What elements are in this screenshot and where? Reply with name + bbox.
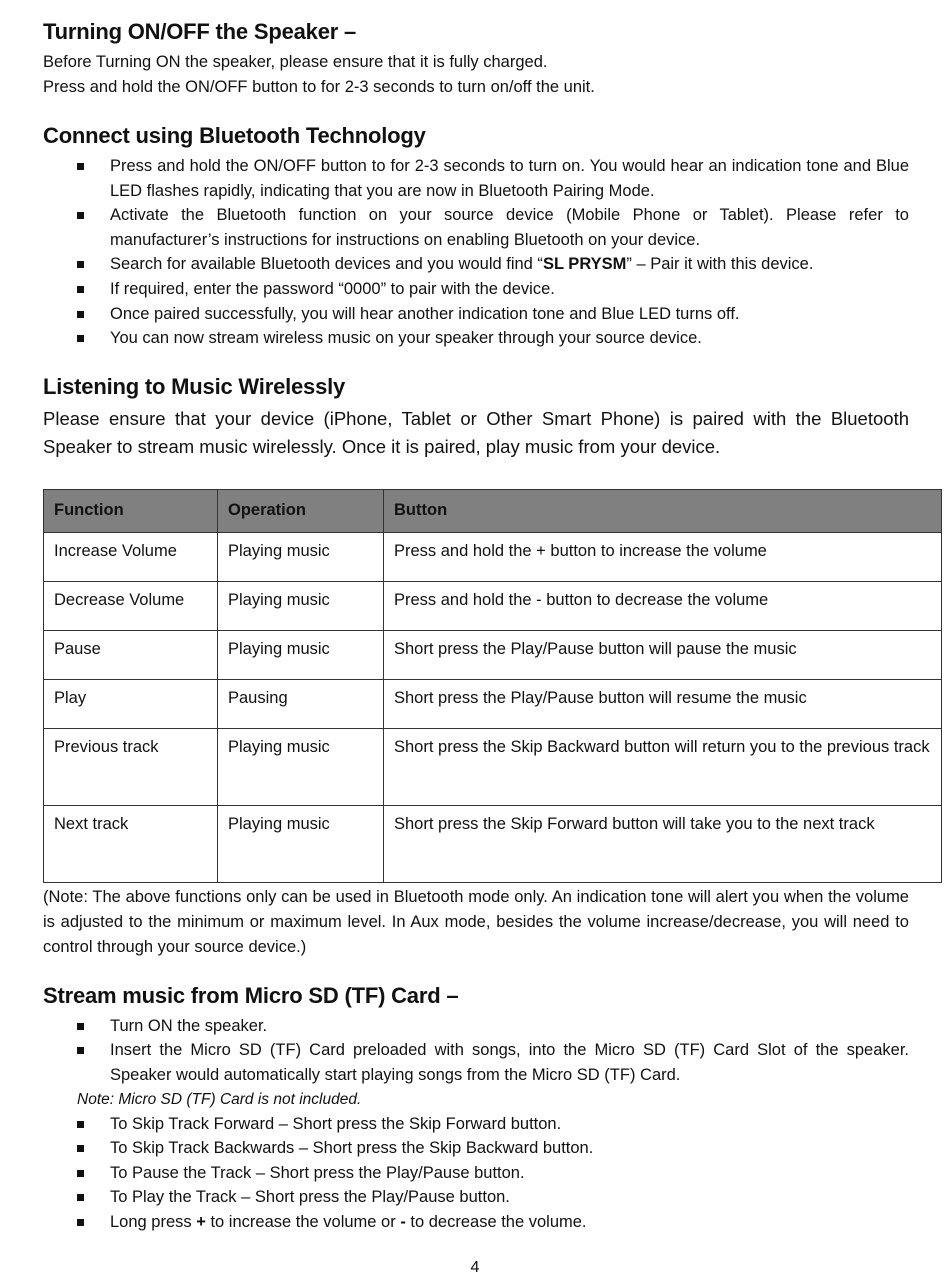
table-cell: Playing music bbox=[218, 728, 384, 805]
section-wireless bbox=[43, 373, 909, 461]
function-table bbox=[43, 489, 942, 883]
table-cell: Press and hold the - button to decrease the volume bbox=[384, 581, 942, 630]
section-title-wireless: Listening to Music Wirelessly bbox=[43, 373, 346, 399]
sd-card-note: Note: Micro SD (TF) Card is not included. bbox=[77, 1090, 362, 1108]
table-cell: Short press the Play/Pause button will pause the music bbox=[384, 630, 942, 679]
list-item: To Skip Track Backwards – Short press the Skip Backward button. bbox=[77, 1136, 909, 1161]
power-line-2: Press and hold the ON/OFF button to for 2-3 seconds to turn on/off the unit. bbox=[43, 78, 595, 96]
table-cell: Short press the Skip Forward button will take you to the next track bbox=[384, 805, 942, 882]
table-cell: Playing music bbox=[218, 805, 384, 882]
table-header-function: Function bbox=[44, 489, 218, 532]
list-item: Activate the Bluetooth function on your source device (Mobile Phone or Tablet). Please refer to manufacturer’s instructions for instructions on enabling Bluetooth on your device. bbox=[77, 203, 909, 252]
list-item: Insert the Micro SD (TF) Card preloaded with songs, into the Micro SD (TF) Card Slot of the speaker. Speaker would automatically start playing songs from the Micro SD (TF) Card. bbox=[77, 1038, 909, 1087]
power-line-1: Before Turning ON the speaker, please ensure that it is fully charged. bbox=[43, 53, 548, 71]
search-step-text: Search for available Bluetooth devices and you would find “ bbox=[110, 255, 543, 274]
sd-controls-list bbox=[43, 1112, 909, 1235]
volume-text: Long press bbox=[110, 1212, 197, 1231]
table-row bbox=[44, 805, 942, 882]
table-row bbox=[44, 630, 942, 679]
section-title-bluetooth: Connect using Bluetooth Technology bbox=[43, 123, 426, 148]
table-row bbox=[44, 532, 942, 581]
table-header-operation: Operation bbox=[218, 489, 384, 532]
table-cell: Increase Volume bbox=[44, 532, 218, 581]
section-title-power: Turning ON/OFF the Speaker – bbox=[43, 19, 357, 44]
section-title-sd-card: Stream music from Micro SD (TF) Card – bbox=[43, 982, 459, 1008]
manual-page bbox=[43, 18, 930, 1235]
list-item: To Play the Track – Short press the Play/Pause button. bbox=[77, 1185, 909, 1210]
list-item bbox=[77, 252, 909, 277]
table-cell: Decrease Volume bbox=[44, 581, 218, 630]
wireless-paragraph: Please ensure that your device (iPhone, Tablet or Other Smart Phone) is paired with the Bluetooth Speaker to stream music wirelessly. Once it is paired, play music from your device. bbox=[43, 407, 909, 457]
volume-text-mid: to increase the volume or bbox=[205, 1212, 401, 1231]
table-cell: Pausing bbox=[218, 679, 384, 728]
table-cell: Short press the Play/Pause button will resume the music bbox=[384, 679, 942, 728]
table-row bbox=[44, 679, 942, 728]
list-item: Once paired successfully, you will hear another indication tone and Blue LED turns off. bbox=[77, 302, 909, 327]
table-cell: Next track bbox=[44, 805, 218, 882]
table-header-row bbox=[44, 489, 942, 532]
table-cell: Playing music bbox=[218, 581, 384, 630]
table-cell: Playing music bbox=[218, 630, 384, 679]
list-item: Press and hold the ON/OFF button to for 2-3 seconds to turn on. You would hear an indication tone and Blue LED flashes rapidly, indicating that you are now in Bluetooth Pairing Mode. bbox=[77, 154, 909, 203]
table-cell: Playing music bbox=[218, 532, 384, 581]
plus-symbol: + bbox=[196, 1212, 206, 1231]
list-item: If required, enter the password “0000” to pair with the device. bbox=[77, 277, 909, 302]
table-cell: Press and hold the + button to increase the volume bbox=[384, 532, 942, 581]
table-cell: Short press the Skip Backward button will return you to the previous track bbox=[384, 728, 942, 805]
table-cell: Pause bbox=[44, 630, 218, 679]
table-header-button: Button bbox=[384, 489, 942, 532]
page-number: 4 bbox=[470, 1259, 480, 1276]
list-item: To Pause the Track – Short press the Play/Pause button. bbox=[77, 1161, 909, 1186]
volume-text-end: to decrease the volume. bbox=[405, 1212, 587, 1231]
table-row bbox=[44, 728, 942, 805]
minus-symbol: - bbox=[400, 1212, 406, 1231]
section-bluetooth bbox=[43, 122, 909, 351]
table-cell: Play bbox=[44, 679, 218, 728]
section-power bbox=[43, 18, 909, 100]
table-row bbox=[44, 581, 942, 630]
search-step-text-end: ” – Pair it with this device. bbox=[626, 255, 814, 274]
list-item: You can now stream wireless music on your speaker through your source device. bbox=[77, 326, 909, 351]
table-note: (Note: The above functions only can be used in Bluetooth mode only. An indication tone will alert you when the volume is adjusted to the minimum or maximum level. In Aux mode, besides the volume increase/decrease, you will need to control through your source device.) bbox=[43, 887, 909, 956]
list-item: Turn ON the speaker. bbox=[77, 1014, 909, 1039]
section-sd-card bbox=[43, 982, 909, 1235]
table-cell: Previous track bbox=[44, 728, 218, 805]
list-item bbox=[77, 1210, 909, 1235]
bluetooth-steps-list bbox=[43, 154, 909, 351]
device-name: SL PRYSM bbox=[542, 255, 627, 274]
sd-steps-list bbox=[43, 1014, 909, 1088]
list-item: To Skip Track Forward – Short press the Skip Forward button. bbox=[77, 1112, 909, 1137]
